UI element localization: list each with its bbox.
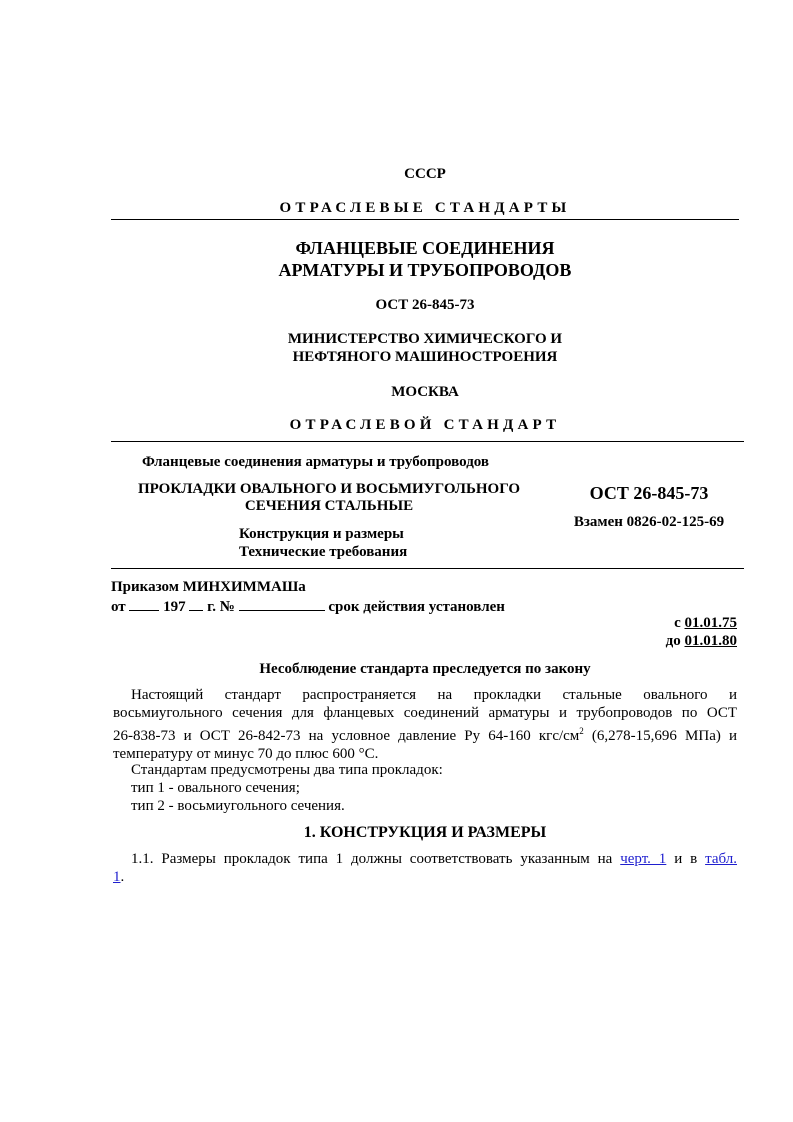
title-block-name-line2: СЕЧЕНИЯ СТАЛЬНЫЕ xyxy=(244,498,414,514)
title-block-code: ОСТ 26-845-73 xyxy=(589,483,709,503)
order-number-label: г. № xyxy=(207,599,235,615)
series-heading: ОТРАСЛЕВЫЕ СТАНДАРТЫ xyxy=(279,200,571,216)
ministry-line2: НЕФТЯНОГО МАШИНОСТРОЕНИЯ xyxy=(292,349,558,365)
validity-to xyxy=(666,633,737,650)
intro-line2: восьмиугольного сечения для фланцевых соединений арматуры и трубопроводов по ОСТ xyxy=(113,705,737,721)
section-heading: 1. КОНСТРУКЦИЯ И РАЗМЕРЫ xyxy=(303,824,547,841)
validity-to-prefix: до xyxy=(665,633,681,649)
intro-line3-sup: 2 xyxy=(579,726,584,736)
order-from-label: от xyxy=(111,599,126,615)
legal-warning: Несоблюдение стандарта преследуется по закону xyxy=(259,661,591,677)
title-block-group: Фланцевые соединения арматуры и трубопроводов xyxy=(142,454,490,470)
section-item-line1 xyxy=(113,850,737,868)
order-year-label: 197 xyxy=(163,599,186,615)
validity-to-date: 01.01.80 xyxy=(684,633,737,649)
standard-kind: ОТРАСЛЕВОЙ СТАНДАРТ xyxy=(289,417,561,433)
order-validity: срок действия установлен xyxy=(328,599,505,615)
title-block-sub-line1: Конструкция и размеры xyxy=(239,526,404,542)
table-1-link-part2[interactable]: 1 xyxy=(113,869,121,885)
city: МОСКВА xyxy=(391,384,459,400)
doc-title-line2: АРМАТУРЫ И ТРУБОПРОВОДОВ xyxy=(278,260,572,280)
title-block-replaces: Взамен 0826-02-125-69 xyxy=(573,514,725,530)
order-year-blank xyxy=(189,597,203,611)
table-1-link-part1[interactable]: табл. xyxy=(705,851,737,867)
intro-paragraph xyxy=(113,686,737,763)
types-intro: Стандартам предусмотрены два типа прокладок: xyxy=(131,762,443,778)
title-block-name-line1: ПРОКЛАДКИ ОВАЛЬНОГО И ВОСЬМИУГОЛЬНОГО xyxy=(137,481,521,497)
section-item-end: . xyxy=(120,869,125,885)
intro-line1: Настоящий стандарт распространяется на прокладки стальные овального и xyxy=(131,687,737,703)
order-number-blank xyxy=(239,597,325,611)
validity-from-date: 01.01.75 xyxy=(684,615,737,631)
validity-from-prefix: с xyxy=(674,615,681,631)
intro-line3-pre: 26-838-73 и ОСТ 26-842-73 на условное давление Ру 64-160 кгс/см xyxy=(113,728,580,744)
intro-line3 xyxy=(113,722,737,745)
intro-line3-post: (6,278-15,696 МПа) и xyxy=(583,728,737,744)
ministry-line1: МИНИСТЕРСТВО ХИМИЧЕСКОГО И xyxy=(287,331,563,347)
figure-1-link[interactable]: черт. 1 xyxy=(620,851,667,867)
type-2: тип 2 - восьмиугольного сечения. xyxy=(131,798,345,814)
order-day-blank xyxy=(129,597,159,611)
type-1: тип 1 - овального сечения; xyxy=(131,780,300,796)
title-block-sub-line2: Технические требования xyxy=(239,544,408,560)
section-item xyxy=(113,850,737,886)
country-heading: СССР xyxy=(404,166,446,182)
title-block-top-divider xyxy=(111,441,744,442)
intro-line4: температуру от минус 70 до плюс 600 °С. xyxy=(113,746,379,762)
title-block-bottom-divider xyxy=(111,568,744,569)
types-list xyxy=(131,761,443,815)
section-item-mid: и в xyxy=(674,851,698,867)
section-item-line2 xyxy=(113,868,737,886)
order-line: Приказом МИНХИММАШа xyxy=(111,579,306,595)
order-date-line xyxy=(111,597,505,616)
doc-title-line1: ФЛАНЦЕВЫЕ СОЕДИНЕНИЯ xyxy=(295,238,555,258)
header-divider xyxy=(111,219,739,220)
section-item-text: 1.1. Размеры прокладок типа 1 должны соответствовать указанным на xyxy=(131,851,613,867)
doc-code: ОСТ 26-845-73 xyxy=(375,297,475,313)
validity-from xyxy=(674,615,737,632)
